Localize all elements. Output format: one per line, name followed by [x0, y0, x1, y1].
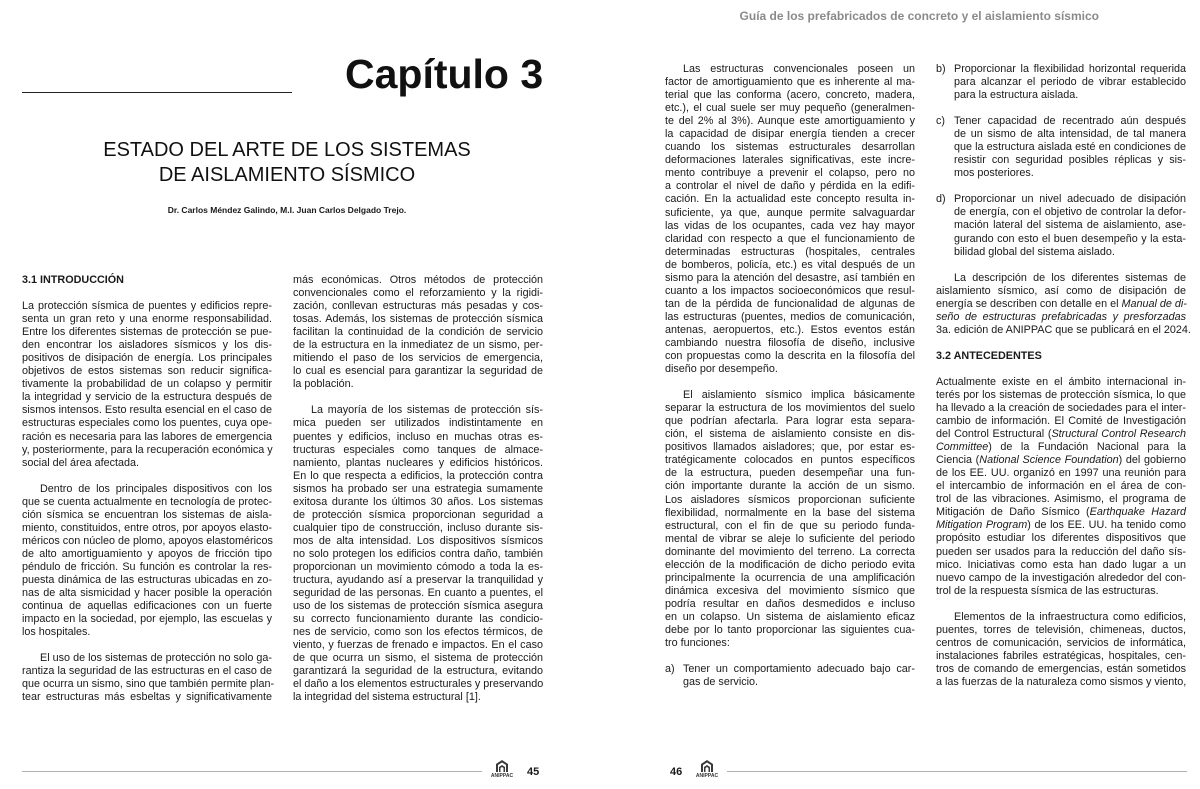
text-line: mitiendo el paso de los servicios de emergencia, [293, 352, 543, 365]
text-line: El aislamiento sísmico implica básicamente [683, 389, 915, 402]
text-line: seguridad de las personas. En cuanto a puentes, el [293, 587, 543, 600]
text-line: dinámica excesiva del movimiento sísmico que [665, 584, 915, 597]
text-line: con propuestas como la descrita en la filosofía del [665, 350, 915, 363]
text-line: dominante del movimiento del terreno. La correcta [665, 545, 915, 558]
text-line: trol de las vibraciones. Asimismo, el programa de [936, 493, 1186, 506]
text-line: diseño por desempeño. [665, 363, 778, 376]
text-line: resistir con seguridad posibles réplicas y sis- [954, 154, 1186, 167]
text-line: determinadas estructuras (hospitales, centrales [665, 245, 915, 258]
text-line: facilitan la continuidad de la condición de servicio [293, 326, 543, 339]
page-number-right: 46 [670, 766, 683, 778]
text-line: separar la estructura de los movimientos del suelo [665, 402, 915, 415]
text-line: elección de la modificación de dicho periodo evita [665, 558, 915, 571]
text-line: de alto amortiguamiento y apoyos de fricción tipo [22, 547, 272, 560]
text-line: Proporcionar un nivel adecuado de disipación [954, 193, 1186, 206]
text-line: para la estructura aislada. [954, 89, 1079, 102]
text-line: flexibilidad, normalmente en la base del sistema [665, 506, 915, 519]
column-3 [665, 63, 915, 689]
text-line: deformaciones laterales significativas, este incre- [665, 154, 915, 167]
text-line: seño de estructuras prefabricadas y presforzadas [936, 310, 1186, 323]
text-line: mica pueden ser utilizados indistintamente en [293, 417, 543, 430]
text-line: trol de la respuesta sísmica de las estructuras. [936, 584, 1159, 597]
text-line: de que ocurra un sismo, el sistema de protección [293, 652, 543, 665]
title-rule [22, 92, 292, 93]
text-line: namiento, plantas nucleares y edificios históricos. [293, 456, 543, 469]
text-line: cambio de información. El Comité de Investigación [936, 415, 1186, 428]
text-line: Tener capacidad de recentrado aún después [954, 115, 1186, 128]
text-line: el intercambio de información en el área de con- [936, 480, 1186, 493]
text-line: podría resultar en daños desmedidos e incluso [665, 597, 915, 610]
text-line: tear estructuras más esbeltas y significativamente [22, 691, 272, 704]
text-line: cambiando nuestra filosofía de diseño, inclusive [665, 336, 915, 349]
text-line: puentes y edificios, incluso en muchas otras es- [293, 430, 543, 443]
list-label: b) [936, 63, 946, 75]
list-label: c) [936, 115, 945, 128]
text-line: tros de comando de emergencias, están sometidos [936, 662, 1186, 675]
text-line: que la estructura aislada esté en condiciones de [954, 141, 1186, 154]
text-line: gurando con esto el buen desempeño y la esta- [954, 232, 1186, 245]
text-line: tan de la pérdida de funcionalidad de algunas de [665, 297, 915, 310]
text-line: mento contribuye a prevenir el colapso, pero no [665, 167, 915, 180]
text-line: péndulo de fricción. Su función es controlar la res- [22, 560, 272, 573]
text-line: uso de los sistemas de protección sísmica asegura [293, 600, 543, 613]
text-line: senta un gran reto y una enorme responsabilidad. [22, 313, 272, 326]
anippac-logo-icon [700, 759, 714, 773]
text-line: objetivos de estos sistemas son reducir significa- [22, 365, 272, 378]
footer-rule-right [727, 771, 1187, 772]
text-line: terial que las conforma (acero, concreto, madera, [665, 89, 915, 102]
text-line: ración es necesaria para las labores de emergencia [22, 430, 272, 443]
text-line: mos posteriores. [954, 167, 1034, 180]
text-line: debe por lo tanto proporcionar las siguientes cua- [665, 623, 915, 636]
text-line: nuevo campo de la investigación alrededor del con- [936, 571, 1186, 584]
list-item-b [936, 63, 1186, 102]
text-line: más económicas. Otros métodos de protección [293, 274, 543, 286]
text-line: ción, el sistema de aislamiento consiste en dis- [665, 428, 915, 441]
text-line: de protección sísmica proporcionan seguridad a [293, 508, 543, 521]
footer-rule-left [22, 771, 482, 772]
text-line: centros de comunicación, servicios de informática, [936, 636, 1186, 649]
text-line: mental de vibrar se aleje lo suficiente del periodo [665, 532, 915, 545]
text-line: y, posteriormente, para la recuperación económica y [22, 443, 273, 456]
text-line: rantiza la seguridad de las estructuras en el caso de [22, 665, 272, 678]
main-title [22, 138, 552, 188]
text-line: la integridad del sistema estructural [1]. [293, 691, 481, 704]
text-line: pueden ser usados para la reducción del daño sís- [936, 545, 1186, 558]
text-line: gas de servicio. [683, 676, 759, 689]
section-heading: 3.1 INTRODUCCIÓN [22, 274, 124, 286]
text-line: instalaciones fabriles estratégicas, hospitales, cen- [936, 649, 1186, 662]
text-line: que podrían afectarla. Para lograr esta separa- [665, 415, 915, 428]
text-line: las estructuras (puentes, medios de comunicación, [665, 310, 915, 323]
text-line: cuando los sistemas estructurales desarrollan [665, 141, 915, 154]
text-line: Las estructuras convencionales poseen un [683, 63, 915, 75]
text-line: tosas. Además, los sistemas de protección sísmica [293, 313, 543, 326]
text-line: Tener un comportamiento adecuado bajo car- [683, 663, 915, 676]
text-line: su correcto funcionamiento durante las condicio- [293, 613, 543, 626]
text-line: principalmente la ocurrencia de una amplificación [665, 571, 915, 584]
text-line: tro funciones: [665, 637, 730, 650]
list-label: a) [665, 663, 675, 676]
anippac-logo-icon [495, 759, 509, 773]
text-line: convencionales como el reforzamiento y la rigidi- [293, 287, 543, 300]
text-line: aislamiento sísmico, así como de disipación de [936, 284, 1186, 297]
text-line: Los aisladores sísmicos proporcionan suficiente [665, 493, 915, 506]
list-item-c [936, 115, 1186, 180]
main-title-line: DE AISLAMIENTO SÍSMICO [158, 164, 416, 186]
text-line: ha llevado a la creación de sociedades para el inter- [936, 401, 1186, 414]
text-line: para alcanzar el periodo de vibrar establecido [954, 76, 1186, 89]
footer-logo-right [694, 759, 720, 785]
text-line: Committee) de la Fundación Nacional para la [936, 441, 1186, 454]
text-line: miento, constituidos, entre otros, por apoyos elasto- [22, 521, 272, 534]
text-line: mos de alta intensidad. Los dispositivos sísmicos [293, 534, 543, 547]
text-line: etc.), el cual suele ser muy pequeño (generalmen- [665, 102, 915, 115]
text-line: la integridad y servicio de la estructura después de [22, 391, 272, 404]
text-line: estructural, con el fin de que su periodo funda- [665, 519, 915, 532]
text-line: Elementos de la infraestructura como edificios, [954, 610, 1186, 623]
text-line: zación, conllevan estructuras más pesadas y cos- [293, 300, 543, 313]
footer-logo-left [489, 759, 515, 785]
logo-text: ANIPPAC [490, 773, 514, 779]
text-line: den encontrar los aisladores sísmicos y los dis- [22, 339, 272, 352]
text-line: nas de alta sismicidad y hacer posible la operación [22, 587, 272, 600]
text-line: de los EE. UU. organizó en 1997 una reunión para [936, 467, 1186, 480]
text-line: de un sismo de alta intensidad, de tal manera [954, 128, 1186, 141]
text-line: claridad con respecto a que el funcionamiento de [665, 232, 915, 245]
text-line: sismos intensos. Esto resulta esencial en el caso de [22, 404, 272, 417]
text-line: cualquier tipo de construcción, incluso durante sis- [293, 521, 543, 534]
text-line: a las fuerzas de la naturaleza como sismos y viento, [936, 675, 1187, 688]
text-line: La descripción de los diferentes sistemas de [954, 271, 1186, 284]
text-line: terés por los sistemas de protección sísmica, lo que [936, 388, 1186, 401]
text-line: Proporcionar la flexibilidad horizontal requerida [954, 63, 1186, 75]
chapter-title: Capítulo 3 [345, 51, 544, 97]
text-line: puentes, torres de televisión, chimeneas, ductos, [936, 623, 1186, 636]
text-line: no solo protegen los edificios contra daño, también [293, 547, 543, 560]
text-line: tructura, ayudando así a preservar la tranquilidad y [293, 574, 543, 587]
text-line: sismo para la atención del desastre, así también en [665, 271, 915, 284]
logo-text: ANIPPAC [695, 773, 719, 779]
text-line: Mitigación de Daño Sísmico (Earthquake Hazard [936, 506, 1186, 519]
text-line: méricos con núcleo de plomo, apoyos elastoméricos [22, 534, 273, 547]
text-line: garantizará la seguridad de la estructura, evitando [293, 665, 543, 678]
text-line: Ciencia (National Science Foundation) del gobierno [936, 454, 1186, 467]
text-line: puesta dinámica de las estructuras ubicadas en zo- [22, 573, 272, 586]
text-line: que se cuenta actualmente en tecnología de protec- [22, 495, 272, 508]
text-line: lo cual es esencial para garantizar la seguridad de [293, 365, 543, 378]
text-line: cuanto a los impactos socioeconómicos que resul- [665, 284, 915, 297]
text-line: antenas, aeropuertos, etc.). Estos eventos están [665, 323, 915, 336]
column-2 [293, 274, 543, 705]
text-line: estructuras especiales como los puentes, cuya ope- [22, 417, 272, 430]
text-line: 3a. edición de ANIPPAC que se publicará en el 2024. [936, 323, 1191, 336]
list-item-a [665, 663, 915, 689]
text-line: proporcionan un movimiento cómodo a toda la es- [293, 560, 543, 573]
text-line: factor de amortiguamiento que es inherente al ma- [665, 76, 915, 89]
text-line: La protección sísmica de puentes y edificios repre- [22, 300, 272, 313]
text-line: que ocurra un sismo, sino que también permite plan- [22, 678, 275, 691]
text-line: del Control Estructural (Structural Control Research [936, 428, 1186, 441]
text-line: la población. [293, 378, 354, 391]
text-line: La mayoría de los sistemas de protección sís- [311, 404, 543, 417]
page-number-left: 45 [527, 766, 540, 778]
text-line: tructuras especiales como tanques de almace- [293, 443, 543, 456]
list-item-d [936, 193, 1186, 258]
text-line: propósito estudiar los diferentes dispositivos que [936, 532, 1186, 545]
main-title-line: ESTADO DEL ARTE DE LOS SISTEMAS [103, 139, 471, 161]
text-line: sismos ha probado ser una estrategia sumamente [293, 482, 543, 495]
column-4 [936, 63, 1191, 689]
text-line: impacto en la sociedad, por ejemplo, las escuelas y [22, 613, 272, 626]
text-line: las vidas de los ocupantes, cada vez hay mayor [665, 219, 915, 232]
text-line: social del área afectada. [22, 456, 140, 469]
text-line: continua de aquellas edificaciones con un fuerte [22, 600, 272, 613]
text-line: Entre los diferentes sistemas de protección se pue- [22, 326, 272, 339]
text-line: tivamente la probabilidad de un colapso y permitir [22, 378, 272, 391]
text-line: ción importante durante la acción de un sismo. [665, 480, 915, 493]
text-line: de bomberos, policía, etc.) es vital después de un [665, 258, 915, 271]
text-line: el daño a los elementos estructurales y preservando [293, 678, 544, 691]
text-line: exitosa durante los últimos 30 años. Los sistemas [293, 495, 543, 508]
list-label: d) [936, 193, 946, 206]
text-line: mación lateral del sistema de aislamiento, ase- [954, 219, 1186, 232]
text-line: El uso de los sistemas de protección no solo ga- [40, 652, 272, 665]
text-line: En lo que respecta a edificios, la protección contra [293, 469, 543, 482]
section-heading: 3.2 ANTECEDENTES [936, 349, 1042, 362]
text-line: energía se describen con detalle en el Manual de di- [936, 297, 1187, 310]
text-line: tratégicamente colocados en puntos específicos [665, 454, 915, 467]
running-header: Guía de los prefabricados de concreto y el aislamiento sísmico [739, 9, 1099, 23]
text-line: bilidad global del sistema aislado. [954, 245, 1115, 258]
text-line: viento, y fuerzas de frenado e impactos. En el caso [293, 639, 543, 652]
text-line: los hospitales. [22, 626, 91, 639]
text-line: suficiente, ya que, aunque permite salvaguardar [665, 206, 915, 219]
text-line: mico. Iniciativas como esta han dado lugar a un [936, 558, 1186, 571]
text-line: Dentro de los principales dispositivos con los [40, 482, 272, 495]
text-line: Mitigation Program) de los EE. UU. ha tenido como [936, 519, 1187, 532]
text-line: te del 2% al 3%). Aunque este amortiguamiento y [665, 115, 915, 128]
text-line: positivos de disipación de energía. Los principales [22, 352, 272, 365]
column-1 [22, 274, 275, 704]
authors: Dr. Carlos Méndez Galindo, M.I. Juan Carlos Delgado Trejo. [167, 205, 407, 215]
text-line: de la estructura en la inmediatez de un sismo, per- [293, 339, 543, 352]
text-line: positivos llamados aisladores; que, por estar es- [665, 441, 915, 454]
text-line: en un colapso. Un sistema de aislamiento eficaz [665, 610, 915, 623]
text-line: de energía, con el objetivo de controlar la defor- [954, 206, 1186, 219]
text-line: Actualmente existe en el ámbito internacional in- [936, 375, 1186, 388]
text-line: nes de servicio, como son los efectos térmicos, de [293, 626, 543, 639]
text-line: ción sísmica se encuentran los sistemas de aisla- [22, 508, 272, 521]
text-line: a controlar el nivel de daño y pérdida en la edifi- [665, 180, 915, 193]
text-line: de la estructura, pueden desempeñar una fun- [665, 467, 915, 480]
text-line: la capacidad de disipar energía tienden a crecer [665, 128, 915, 141]
text-line: cación. En la actualidad este concepto resulta in- [665, 193, 915, 206]
